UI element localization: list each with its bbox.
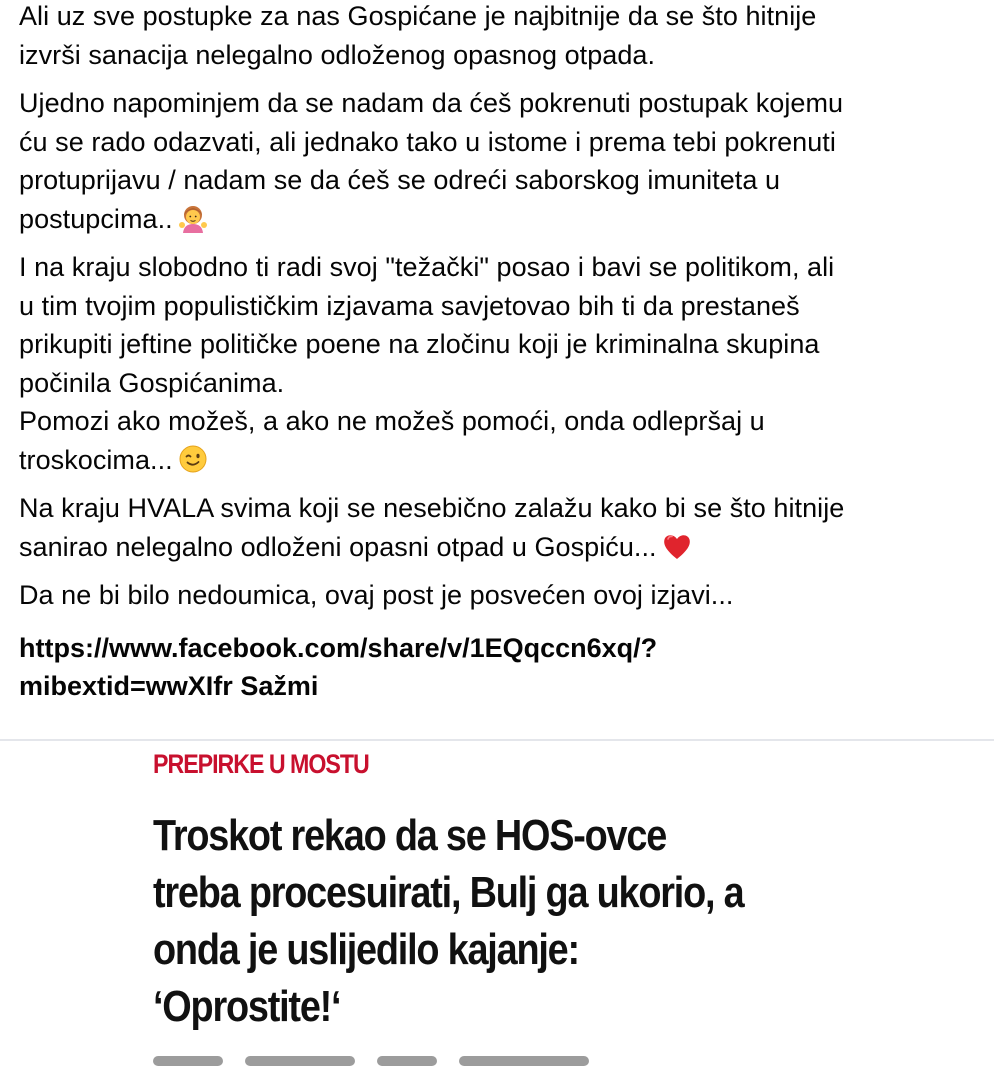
- text-line: Da ne bi bilo nedoumica, ovaj post je posvećen ovoj izjavi...: [19, 580, 734, 610]
- post-paragraph: [19, 248, 979, 479]
- text-line: protuprijavu / nadam se da ćeš se odreći saborskog imuniteta u: [19, 165, 781, 195]
- winking-face-icon: [177, 443, 209, 475]
- post-paragraph: [19, 0, 979, 74]
- text-line-with-emoji: [19, 200, 979, 239]
- red-heart-icon: [661, 530, 693, 562]
- text-line-with-emoji: [19, 441, 979, 480]
- text-line: Na kraju HVALA svima koji se nesebično zalažu kako bi se što hitnije: [19, 493, 845, 523]
- text-line: u tim tvojim populističkim izjavama savjetovao bih ti da prestaneš: [19, 290, 800, 321]
- text-line: I na kraju slobodno ti radi svoj "težački" posao i bavi se politikom, ali: [19, 252, 835, 282]
- see-less-button[interactable]: Sažmi: [240, 671, 319, 701]
- text-line: ću se rado odazvati, ali jednako tako u istome i prema tebi pokrenuti: [19, 126, 836, 157]
- article-kicker: PREPIRKE U MOSTU: [153, 749, 369, 779]
- shared-url-link-continued[interactable]: mibextid=wwXIfr: [19, 671, 233, 701]
- text-line: troskocima...: [19, 444, 173, 475]
- post-paragraph: [19, 576, 979, 615]
- text-line: Ujedno napominjem da se nadam da ćeš pokrenuti postupak kojemu: [19, 88, 844, 118]
- headline-line: ‘Oprostite!‘: [153, 982, 341, 1031]
- text-line: Ali uz sve postupke za nas Gospićane je najbitnije da se što hitnije: [19, 1, 817, 31]
- text-line: prikupiti jeftine političke poene na zločinu koji je kriminalna skupina: [19, 329, 820, 359]
- shared-article-card[interactable]: [0, 741, 994, 1064]
- article-body-cutoff: [153, 1053, 673, 1067]
- headline-line: treba procesuirati, Bulj ga ukorio, a: [153, 868, 744, 917]
- text-line: Pomozi ako možeš, a ako ne možeš pomoći, onda odlepršaj u: [19, 406, 765, 436]
- article-headline: [153, 807, 973, 1035]
- text-line: postupcima..: [19, 203, 173, 234]
- text-line: izvrši sanacija nelegalno odloženog opasnog otpada.: [19, 39, 656, 70]
- shared-link-text: [19, 629, 979, 706]
- headline-line: onda je uslijedilo kajanje:: [153, 925, 579, 974]
- post-paragraph: [19, 84, 979, 238]
- text-line: počinila Gospićanima.: [19, 367, 285, 398]
- woman-gesturing-ok-icon: [177, 202, 209, 234]
- shared-url-link[interactable]: https://www.facebook.com/share/v/1EQqccn6xq/?: [19, 632, 658, 663]
- text-line-with-emoji: [19, 528, 979, 567]
- text-line: sanirao nelegalno odloženi opasni otpad u Gospiću...: [19, 531, 657, 562]
- post-paragraph: [19, 489, 979, 566]
- headline-line: Troskot rekao da se HOS-ovce: [153, 811, 667, 860]
- post-text: [19, 0, 979, 706]
